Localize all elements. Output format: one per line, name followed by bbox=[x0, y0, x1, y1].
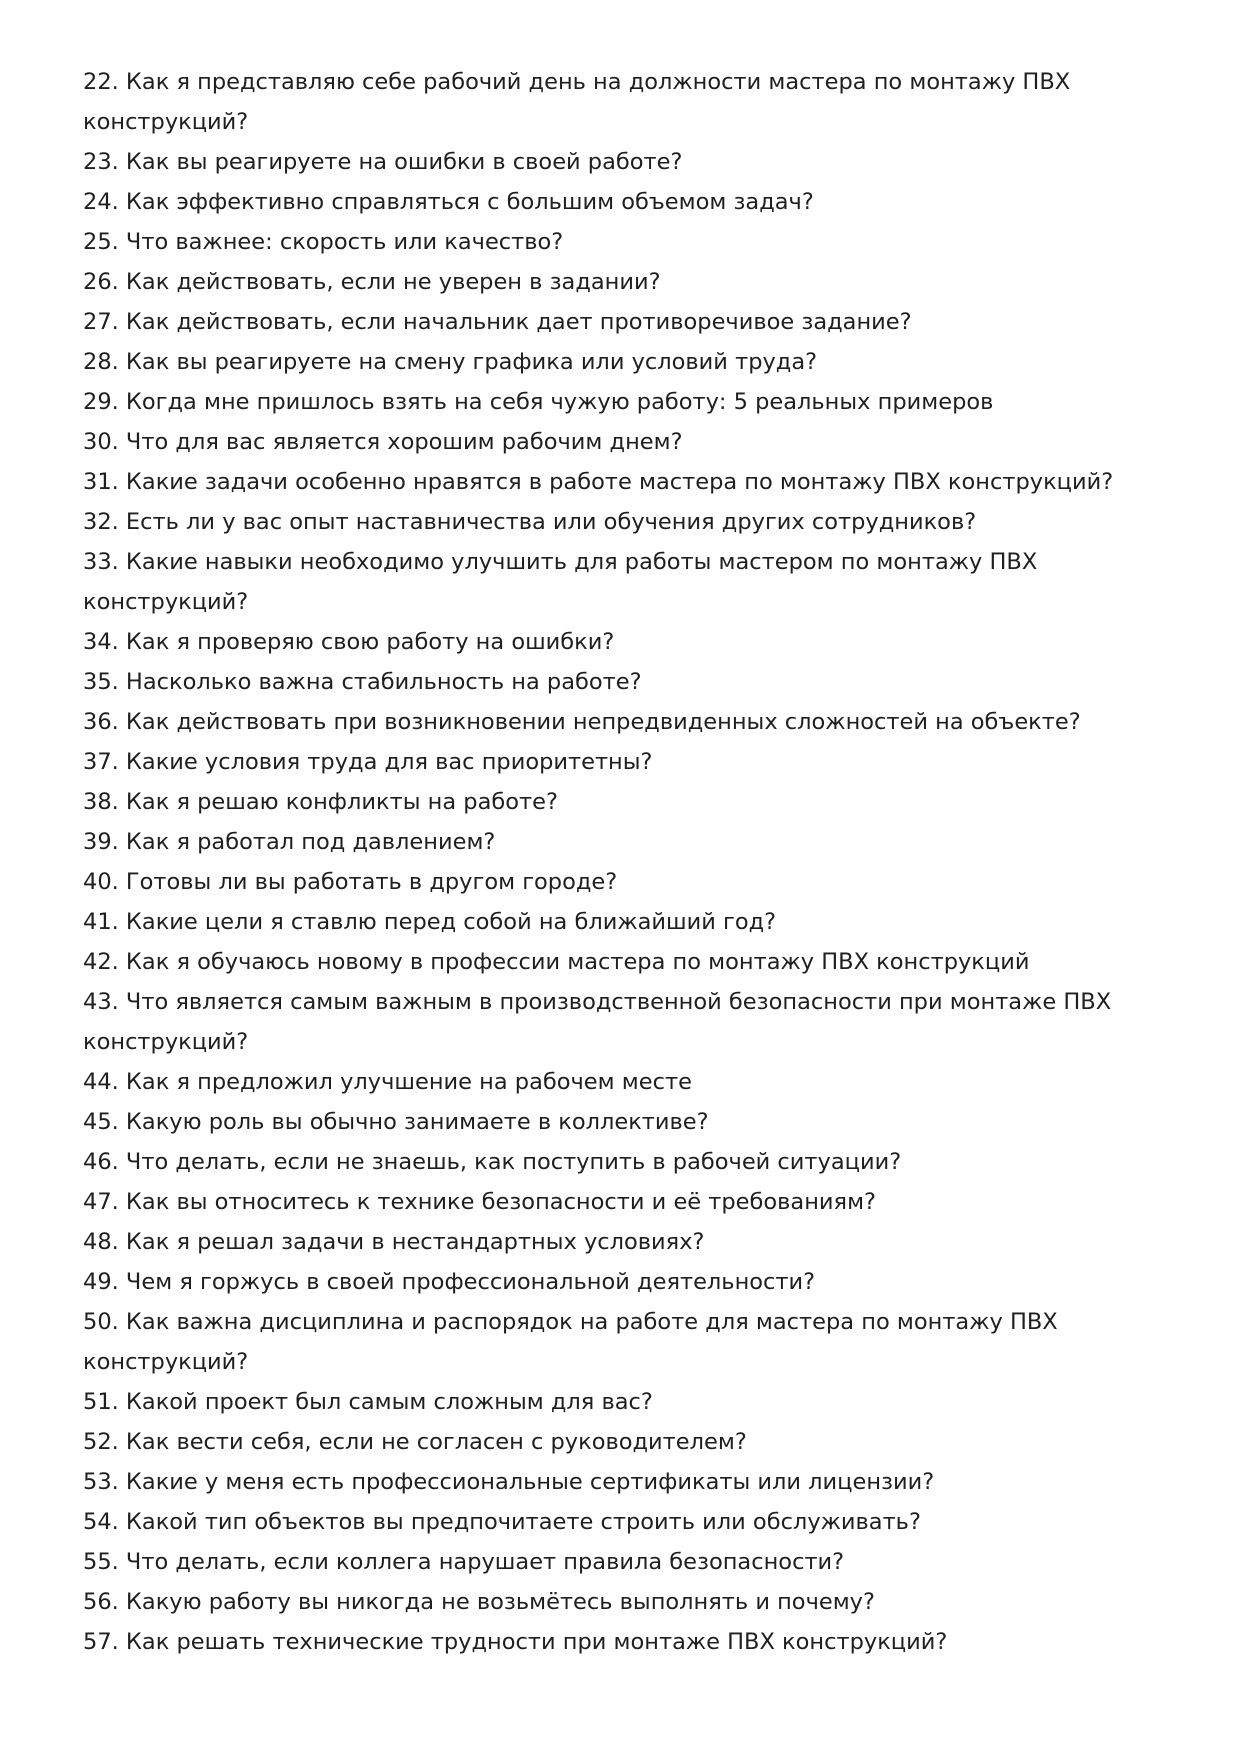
question-item: 34. Как я проверяю свою работу на ошибки? bbox=[83, 629, 615, 655]
question-item: 26. Как действовать, если не уверен в задании? bbox=[83, 269, 661, 295]
question-item: 38. Как я решаю конфликты на работе? bbox=[83, 789, 558, 815]
question-item: 50. Как важна дисциплина и распорядок на работе для мастера по монтажу ПВХ конструкций? bbox=[83, 1309, 1058, 1375]
question-item: 37. Какие условия труда для вас приоритетны? bbox=[83, 749, 653, 775]
question-item: 23. Как вы реагируете на ошибки в своей работе? bbox=[83, 149, 683, 175]
question-list bbox=[83, 62, 1119, 1662]
question-item: 56. Какую работу вы никогда не возьмётесь выполнять и почему? bbox=[83, 1589, 875, 1615]
question-item: 53. Какие у меня есть профессиональные сертификаты или лицензии? bbox=[83, 1469, 935, 1495]
question-item: 54. Какой тип объектов вы предпочитаете строить или обслуживать? bbox=[83, 1509, 921, 1535]
question-item: 44. Как я предложил улучшение на рабочем месте bbox=[83, 1069, 692, 1095]
question-item: 29. Когда мне пришлось взять на себя чужую работу: 5 реальных примеров bbox=[83, 389, 994, 415]
question-item: 30. Что для вас является хорошим рабочим днем? bbox=[83, 429, 683, 455]
question-item: 22. Как я представляю себе рабочий день на должности мастера по монтажу ПВХ конструкций? bbox=[83, 69, 1071, 135]
question-item: 28. Как вы реагируете на смену графика или условий труда? bbox=[83, 349, 818, 375]
question-item: 49. Чем я горжусь в своей профессиональной деятельности? bbox=[83, 1269, 816, 1295]
question-item: 52. Как вести себя, если не согласен с руководителем? bbox=[83, 1429, 747, 1455]
question-item: 31. Какие задачи особенно нравятся в работе мастера по монтажу ПВХ конструкций? bbox=[83, 469, 1114, 495]
question-item: 42. Как я обучаюсь новому в профессии мастера по монтажу ПВХ конструкций bbox=[83, 949, 1030, 975]
question-item: 25. Что важнее: скорость или качество? bbox=[83, 229, 564, 255]
question-item: 32. Есть ли у вас опыт наставничества или обучения других сотрудников? bbox=[83, 509, 977, 535]
question-item: 27. Как действовать, если начальник дает противоречивое задание? bbox=[83, 309, 912, 335]
question-item: 57. Как решать технические трудности при монтаже ПВХ конструкций? bbox=[83, 1629, 948, 1655]
question-item: 41. Какие цели я ставлю перед собой на ближайший год? bbox=[83, 909, 777, 935]
question-item: 33. Какие навыки необходимо улучшить для работы мастером по монтажу ПВХ конструкций? bbox=[83, 549, 1038, 615]
question-item: 36. Как действовать при возникновении непредвиденных сложностей на объекте? bbox=[83, 709, 1081, 735]
question-item: 48. Как я решал задачи в нестандартных условиях? bbox=[83, 1229, 705, 1255]
question-item: 45. Какую роль вы обычно занимаете в коллективе? bbox=[83, 1109, 709, 1135]
question-item: 55. Что делать, если коллега нарушает правила безопасности? bbox=[83, 1549, 845, 1575]
question-item: 47. Как вы относитесь к технике безопасности и её требованиям? bbox=[83, 1189, 876, 1215]
question-item: 40. Готовы ли вы работать в другом городе? bbox=[83, 869, 618, 895]
question-item: 46. Что делать, если не знаешь, как поступить в рабочей ситуации? bbox=[83, 1149, 902, 1175]
question-item: 43. Что является самым важным в производственной безопасности при монтаже ПВХ конструкций? bbox=[83, 989, 1112, 1055]
question-item: 51. Какой проект был самым сложным для вас? bbox=[83, 1389, 653, 1415]
question-item: 39. Как я работал под давлением? bbox=[83, 829, 496, 855]
question-item: 35. Насколько важна стабильность на работе? bbox=[83, 669, 642, 695]
question-item: 24. Как эффективно справляться с большим объемом задач? bbox=[83, 189, 814, 215]
